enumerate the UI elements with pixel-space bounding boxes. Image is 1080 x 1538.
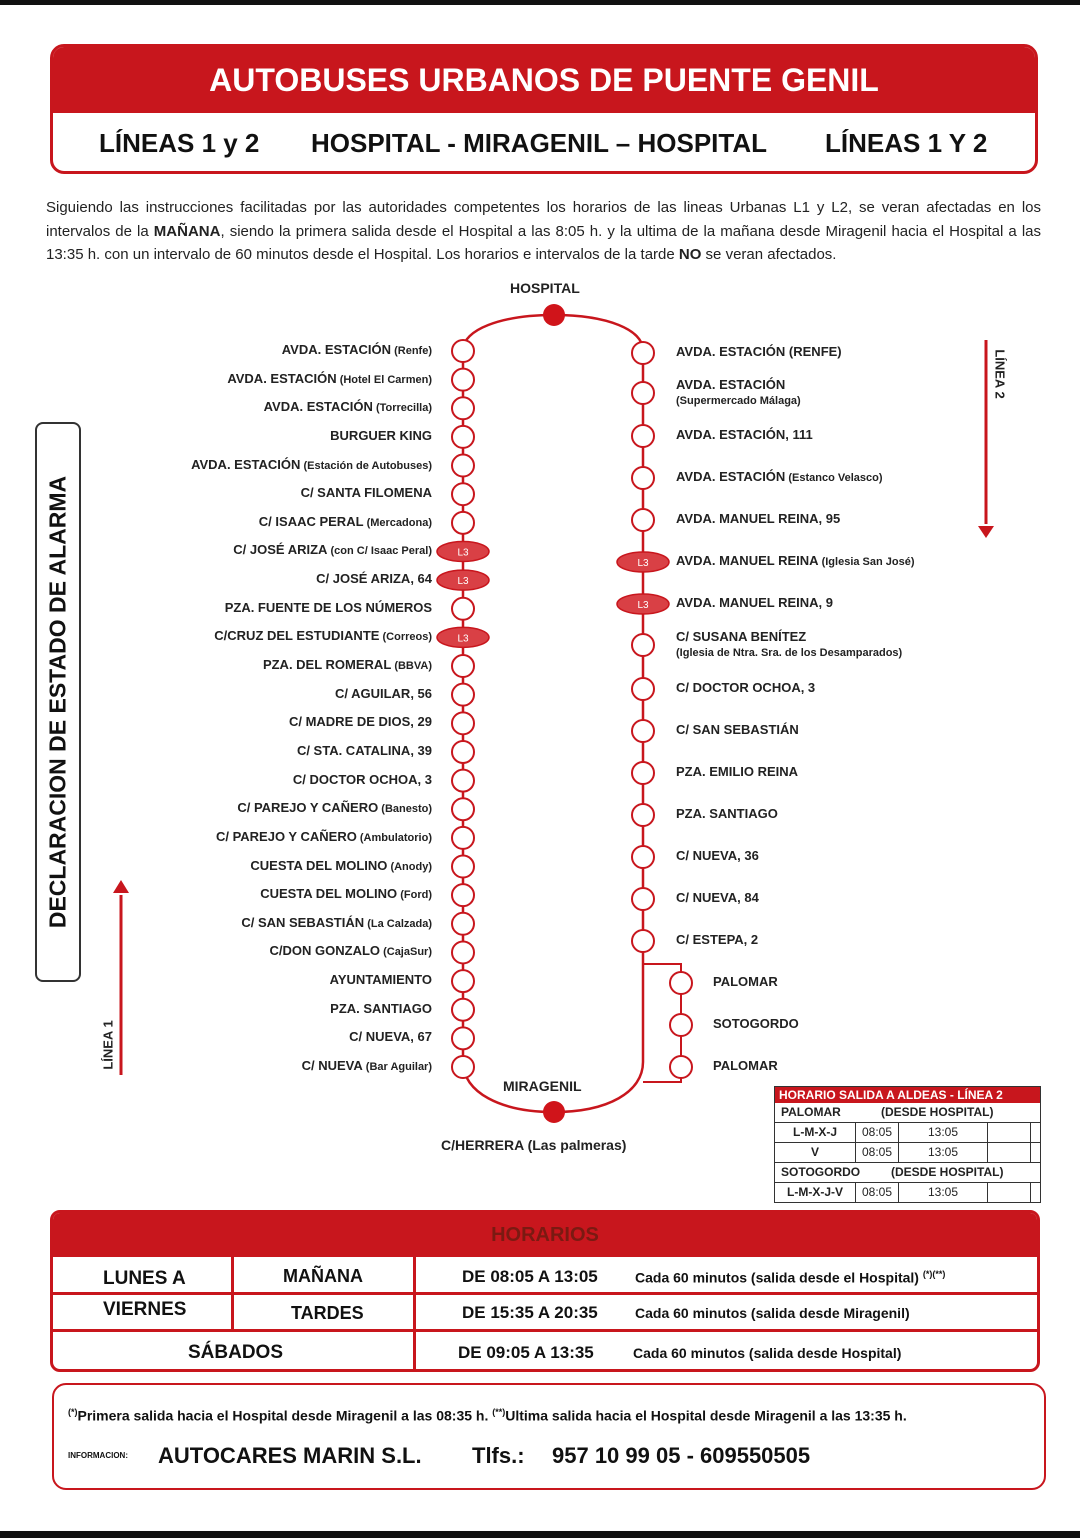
right-stop-0-dot [632,342,654,364]
left-stop-1-dot [452,369,474,391]
right-stop-label: AVDA. MANUEL REINA, 9 [676,595,833,610]
phone-label: Tlfs.: [472,1443,525,1468]
left-stop-15-dot [452,770,474,792]
right-stop-label: C/ NUEVA, 36 [676,848,759,863]
right-stop-label: AVDA. ESTACIÓN, 111 [676,427,813,442]
route-label: HOSPITAL - MIRAGENIL – HOSPITAL [311,128,767,158]
manana-time: DE 08:05 A 13:05 [462,1267,598,1286]
left-stop-19-dot [452,884,474,906]
left-stop-0-dot [452,340,474,362]
tardes-note: Cada 60 minutos (salida desde Miragenil) [635,1305,910,1321]
right-stop-label: AVDA. MANUEL REINA, 95 [676,511,841,526]
tardes-time: DE 15:35 A 20:35 [462,1303,598,1322]
right-stop-label: AVDA. ESTACIÓN (RENFE) [676,344,842,359]
right-stop-3-dot [632,467,654,489]
linea1-arrow-head [113,880,129,893]
right-stop-label: C/ NUEVA, 84 [676,890,759,905]
hospital-label: HOSPITAL [510,280,580,296]
right-stop-label: PZA. EMILIO REINA [676,764,799,779]
left-stop-label: AVDA. ESTACIÓN (Torrecilla) [263,399,432,415]
right-stop-label: AVDA. ESTACIÓN (Estanco Velasco) [676,469,883,484]
weekday-label-a: LUNES A [103,1268,186,1289]
intro-paragraph: Siguiendo las instrucciones facilitadas por las autoridades competentes los horarios de las lineas Urbanas L1 y L2, se veran afectadas en los intervalos de la MAÑANA, siendo la primera salida desde el Hospital a las 8:05 h. y la ultima de la mañana desde Miragenil hacia el Hospital a las 13:35 h. con un intervalo de 60 minutos desde el Hospital. Los horarios e intervalos de la tarde NO se veran afectados. [46,199,1041,263]
left-stop-label: C/ NUEVA, 67 [349,1029,432,1045]
right-stop-4-dot [632,509,654,531]
branch-stop-label: PALOMAR [713,974,778,989]
left-stop-label: CUESTA DEL MOLINO (Anody) [250,857,432,873]
left-stop-label: C/ DOCTOR OCHOA, 3 [292,771,432,787]
company-name: AUTOCARES MARIN S.L. [158,1443,422,1468]
hospital-terminal-dot [543,304,565,326]
right-stop-9-dot [632,720,654,742]
right-stop-label: C/ SAN SEBASTIÁN [676,722,799,737]
left-stop-label: C/ JOSÉ ARIZA, 64 [316,571,432,587]
bottom-border [0,1531,1080,1538]
sabados-time: DE 09:05 A 13:35 [458,1343,594,1362]
right-stop-label: C/ DOCTOR OCHOA, 3 [676,680,816,695]
right-stop-13-dot [632,888,654,910]
left-stop-23-dot [452,999,474,1021]
manana-label: MAÑANA [283,1266,363,1286]
right-stop-11-dot [632,804,654,826]
state-of-alarm-title: DECLARACION DE ESTADO DE ALARMA [44,475,71,929]
right-stop-8-dot [632,678,654,700]
left-stop-20-dot [452,913,474,935]
left-stop-12-dot [452,684,474,706]
left-stop-8-l3-text: L3 [457,576,469,588]
right-stop-6-l3-text: L3 [637,600,649,611]
branch-stop-label: SOTOGORDO [713,1016,799,1031]
right-stop-label: AVDA. ESTACIÓN (Supermercado Málaga) [676,377,801,407]
left-stop-label: C/ JOSÉ ARIZA (con C/ Isaac Peral) [233,542,432,558]
left-stop-14-dot [452,741,474,763]
left-stop-25-dot [452,1056,474,1078]
lines-right-label: LÍNEAS 1 Y 2 [825,128,988,158]
left-stop-label: C/ MADRE DE DIOS, 29 [288,714,432,730]
left-stop-4-dot [452,455,474,477]
left-stop-7-l3-text: L3 [457,547,469,559]
right-stop-1-dot [632,382,654,404]
footer-box [52,1383,1046,1490]
left-stop-label: PZA. SANTIAGO [330,1000,432,1016]
right-stop-label: C/ SUSANA BENÍTEZ (Iglesia de Ntra. Sra. de los Desamparados) [676,629,903,659]
right-stop-label: C/ ESTEPA, 2 [676,932,759,947]
aldeas-title: HORARIO SALIDA A ALDEAS - LÍNEA 2 [775,1087,1040,1103]
horarios-table [50,1210,1040,1372]
left-stop-3-dot [452,426,474,448]
left-stop-label: C/ STA. CATALINA, 39 [296,742,432,758]
left-stop-label: C/ NUEVA (Bar Aguilar) [301,1058,432,1073]
left-stop-17-dot [452,827,474,849]
miragenil-label: MIRAGENIL [503,1078,582,1094]
herrera-label: C/HERRERA (Las palmeras) [441,1137,627,1153]
left-stop-label: C/ PAREJO Y CAÑERO (Banesto) [237,800,432,816]
branch-stop-label: PALOMAR [713,1058,778,1073]
branch-stop-2-dot [670,1056,692,1078]
manana-note: Cada 60 minutos (salida desde el Hospital) (*)(**) [635,1269,946,1286]
left-stop-22-dot [452,970,474,992]
aldeas-schedule-table [774,1086,1041,1203]
route-loop [463,315,643,1112]
left-stop-21-dot [452,941,474,963]
linea2-arrow-head [978,526,994,538]
left-stop-16-dot [452,798,474,820]
sabados-label: SÁBADOS [188,1342,284,1363]
left-stop-2-dot [452,397,474,419]
left-stop-label: AVDA. ESTACIÓN (Hotel El Carmen) [227,370,432,386]
right-stop-5-l3-text: L3 [637,558,649,569]
left-stop-5-dot [452,483,474,505]
left-stop-label: C/ AGUILAR, 56 [334,685,432,701]
footnote-line: (*)Primera salida hacia el Hospital desde Miragenil a las 08:35 h. (**)Ultima salida hacia el Hospital desde Miragenil a las 13:35 h. [68,1407,907,1424]
aldeas-row: L-M-X-J-V 08:05 13:05 [775,1182,1040,1202]
tardes-label: TARDES [291,1303,364,1323]
right-stop-label: AVDA. MANUEL REINA (Iglesia San José) [676,553,915,568]
left-stop-label: AYUNTAMIENTO [329,972,432,988]
left-stop-label: CUESTA DEL MOLINO (Ford) [260,886,432,902]
branch-stop-0-dot [670,972,692,994]
aldeas-row: V 08:05 13:05 [775,1142,1040,1162]
left-stop-label: C/ SAN SEBASTIÁN (La Calzada) [241,914,432,930]
left-stop-label: C/ PAREJO Y CAÑERO (Ambulatorio) [215,828,432,844]
sotogordo-header: SOTOGORDO (DESDE HOSPITAL) [775,1162,1040,1182]
right-stop-7-dot [632,634,654,656]
phone-numbers: 957 10 99 05 - 609550505 [552,1443,811,1468]
right-stop-14-dot [632,930,654,952]
page-title: AUTOBUSES URBANOS DE PUENTE GENIL [53,47,1035,113]
left-stop-18-dot [452,856,474,878]
weekday-label-b: VIERNES [103,1299,187,1320]
branch-stop-1-dot [670,1014,692,1036]
left-stop-label: C/ ISAAC PERAL (Mercadona) [258,513,432,529]
left-stop-9-dot [452,598,474,620]
miragenil-terminal-dot [543,1101,565,1123]
right-stop-10-dot [632,762,654,784]
left-stop-label: BURGUER KING [330,427,432,443]
left-stop-label: C/DON GONZALO (CajaSur) [269,943,432,959]
right-stop-label: PZA. SANTIAGO [676,806,778,821]
right-stop-2-dot [632,425,654,447]
palomar-header: PALOMAR (DESDE HOSPITAL) [781,1105,994,1119]
lines-left-label: LÍNEAS 1 y 2 [99,128,260,158]
horarios-title: HORARIOS [53,1213,1037,1257]
linea1-label: LÍNEA 1 [100,1020,116,1070]
left-stop-6-dot [452,512,474,534]
left-stop-label: C/CRUZ DEL ESTUDIANTE (Correos) [214,628,432,644]
left-stop-label: C/ SANTA FILOMENA [300,485,432,501]
left-stop-11-dot [452,655,474,677]
sabados-note: Cada 60 minutos (salida desde Hospital) [633,1345,902,1361]
left-stop-13-dot [452,712,474,734]
left-stop-10-l3-text: L3 [457,633,469,645]
left-stop-label: PZA. DEL ROMERAL (BBVA) [262,657,432,673]
left-stop-label: AVDA. ESTACIÓN (Renfe) [281,342,432,357]
right-stop-12-dot [632,846,654,868]
left-stop-label: PZA. FUENTE DE LOS NÚMEROS [224,599,432,615]
left-stop-24-dot [452,1027,474,1049]
linea2-label: LÍNEA 2 [992,349,1008,399]
aldeas-row: L-M-X-J 08:05 13:05 [775,1122,1040,1142]
info-label: INFORMACION: [68,1451,128,1460]
left-stop-label: AVDA. ESTACIÓN (Estación de Autobuses) [191,456,432,472]
